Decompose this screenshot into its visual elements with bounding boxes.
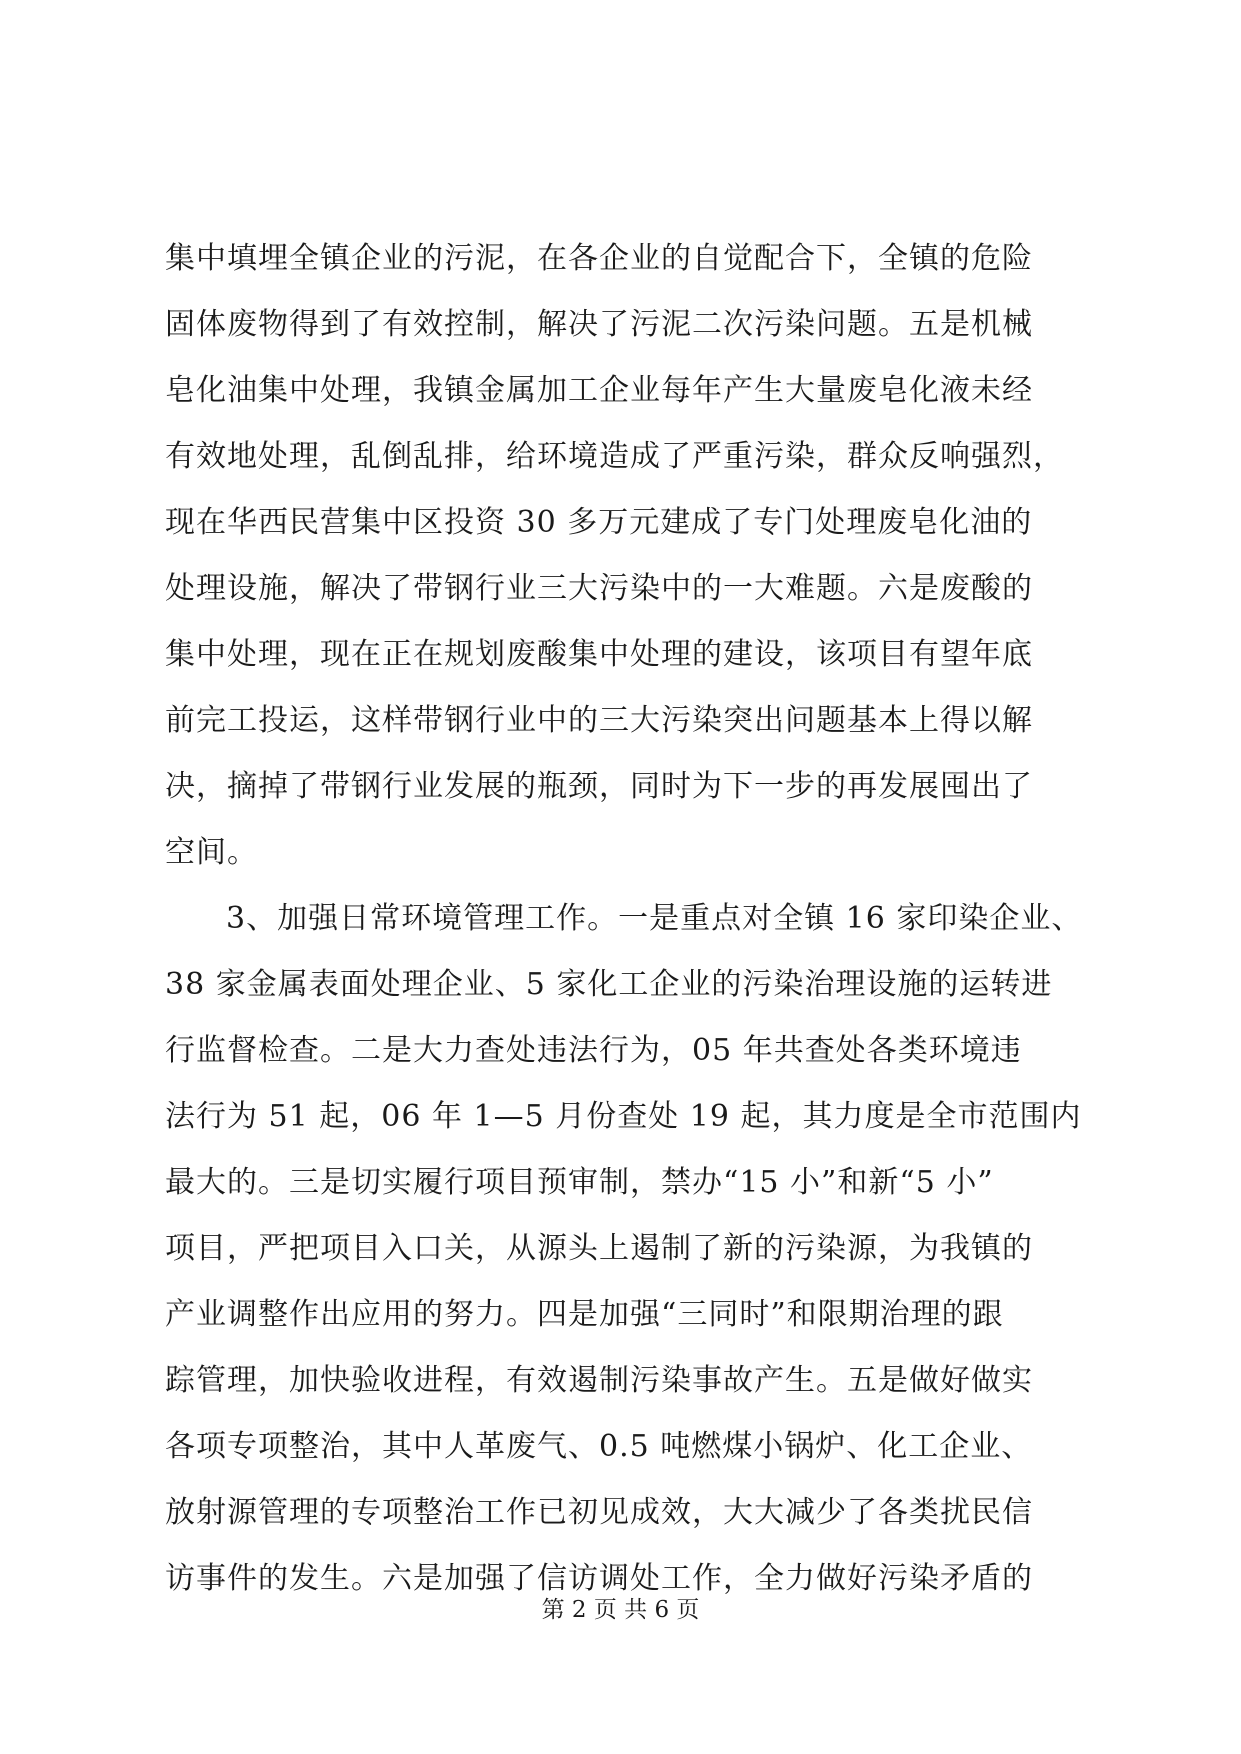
text-line: 决，摘掉了带钢行业发展的瓶颈，同时为下一步的再发展囤出了 (165, 769, 1033, 804)
paragraph-start-line: 3、加强日常环境管理工作。一是重点对全镇 16 家印染企业、 (226, 901, 1083, 936)
text-line: 行监督检查。二是大力查处违法行为，05 年共查处各类环境违 (165, 1033, 1022, 1068)
text-line: 各项专项整治，其中人革废气、0.5 吨燃煤小锅炉、化工企业、 (165, 1429, 1033, 1464)
text-line: 最大的。三是切实履行项目预审制，禁办“15 小”和新“5 小” (165, 1165, 994, 1200)
text-line: 皂化油集中处理，我镇金属加工企业每年产生大量废皂化液未经 (165, 373, 1033, 408)
text-line: 现在华西民营集中区投资 30 多万元建成了专门处理废皂化油的 (165, 505, 1033, 540)
text-line: 踪管理，加快验收进程，有效遏制污染事故产生。五是做好做实 (165, 1363, 1033, 1398)
text-line: 前完工投运，这样带钢行业中的三大污染突出问题基本上得以解 (165, 703, 1033, 738)
text-line: 空间。 (165, 835, 258, 870)
text-line: 法行为 51 起，06 年 1—5 月份查处 19 起，其力度是全市范围内 (165, 1099, 1082, 1134)
text-line: 放射源管理的专项整治工作已初见成效，大大减少了各类扰民信 (165, 1495, 1033, 1530)
text-line: 集中填埋全镇企业的污泥，在各企业的自觉配合下，全镇的危险 (165, 241, 1033, 276)
text-line: 项目，严把项目入口关，从源头上遏制了新的污染源，为我镇的 (165, 1231, 1033, 1266)
text-line: 有效地处理，乱倒乱排，给环境造成了严重污染，群众反响强烈， (165, 439, 1064, 474)
text-line: 处理设施，解决了带钢行业三大污染中的一大难题。六是废酸的 (165, 571, 1033, 606)
text-line: 38 家金属表面处理企业、5 家化工企业的污染治理设施的运转进 (165, 967, 1053, 1002)
text-line: 集中处理，现在正在规划废酸集中处理的建设，该项目有望年底 (165, 637, 1033, 672)
text-line: 访事件的发生。六是加强了信访调处工作，全力做好污染矛盾的 (165, 1561, 1033, 1596)
page-number-footer: 第 2 页 共 6 页 (541, 1597, 700, 1623)
body-text (165, 226, 1085, 1612)
text-line: 产业调整作出应用的努力。四是加强“三同时”和限期治理的跟 (165, 1297, 1004, 1332)
text-line: 固体废物得到了有效控制，解决了污泥二次污染问题。五是机械 (165, 307, 1033, 342)
